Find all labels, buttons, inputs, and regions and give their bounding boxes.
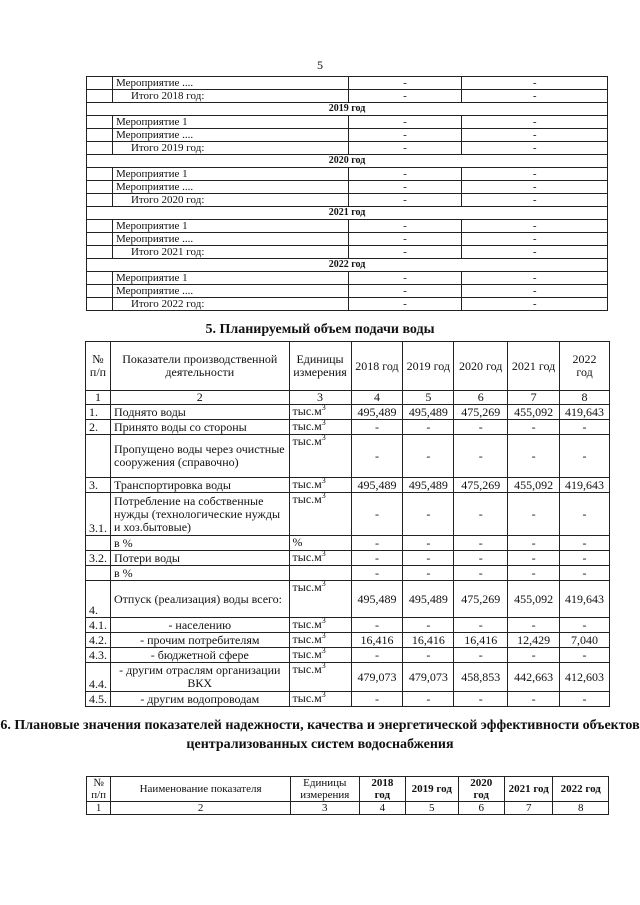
unit-text: тыс.м <box>292 477 322 491</box>
value-cell: - <box>351 493 403 536</box>
unit-text: тыс.м <box>292 404 322 418</box>
table-row <box>87 285 608 298</box>
row-number: 1. <box>86 405 111 420</box>
table-row <box>87 129 608 142</box>
value-cell: - <box>454 536 508 551</box>
year-row <box>87 259 608 272</box>
unit-cell <box>289 551 351 566</box>
unit-text: тыс.м <box>292 550 322 564</box>
column-number: 3 <box>290 802 359 815</box>
column-number: 5 <box>406 802 459 815</box>
value-cell: - <box>403 551 454 566</box>
activity-name: Итого 2018 год: <box>112 90 348 103</box>
value-cell: 16,416 <box>403 633 454 648</box>
table-row <box>86 478 610 493</box>
empty-cell <box>87 90 113 103</box>
unit-exponent: 3 <box>321 476 326 485</box>
empty-cell <box>87 233 113 246</box>
activity-name: Мероприятие .... <box>112 181 348 194</box>
value-cell: - <box>462 129 608 142</box>
value-cell: - <box>508 435 560 478</box>
empty-cell <box>87 194 113 207</box>
value-cell: - <box>403 536 454 551</box>
year-row <box>87 207 608 220</box>
unit-text: тыс.м <box>292 580 322 594</box>
activity-name: Мероприятие 1 <box>112 168 348 181</box>
value-cell: - <box>348 181 462 194</box>
empty-cell <box>87 116 113 129</box>
header-cell: № п/п <box>87 777 111 802</box>
value-cell: - <box>454 692 508 707</box>
table-row <box>86 420 610 435</box>
value-cell: - <box>508 493 560 536</box>
value-cell: - <box>560 493 610 536</box>
activity-name: Мероприятие 1 <box>112 272 348 285</box>
value-cell: - <box>351 692 403 707</box>
value-cell: - <box>462 272 608 285</box>
value-cell: 419,643 <box>560 581 610 618</box>
table-row <box>86 633 610 648</box>
indicator-name: Пропущено воды через очистные сооружения (справочно) <box>111 435 290 478</box>
column-number-row <box>86 391 610 405</box>
header-cell: № п/п <box>86 342 111 391</box>
water-supply-volume-table <box>85 341 610 707</box>
value-cell: - <box>351 551 403 566</box>
table-row <box>86 405 610 420</box>
unit-exponent: 3 <box>321 616 326 625</box>
indicator-name: Потребление на собственные нужды (технологические нужды и хоз.бытовые) <box>111 493 290 536</box>
row-number <box>86 536 111 551</box>
value-cell: - <box>462 298 608 311</box>
activity-name: Мероприятие .... <box>112 285 348 298</box>
table-row <box>87 220 608 233</box>
value-cell: - <box>351 618 403 633</box>
value-cell: - <box>403 692 454 707</box>
year-label: 2020 год <box>87 155 608 168</box>
value-cell: 458,853 <box>454 663 508 692</box>
unit-exponent: 3 <box>321 646 326 655</box>
row-number: 3.2. <box>86 551 111 566</box>
unit-text: тыс.м <box>292 617 322 631</box>
table-row <box>86 435 610 478</box>
year-row <box>87 155 608 168</box>
value-cell: - <box>560 536 610 551</box>
unit-text: тыс.м <box>292 647 322 661</box>
value-cell: - <box>348 246 462 259</box>
table-header-row <box>87 777 609 802</box>
unit-cell <box>289 478 351 493</box>
header-cell: Единицы измерения <box>289 342 351 391</box>
indicator-name: Потери воды <box>111 551 290 566</box>
empty-cell <box>87 298 113 311</box>
unit-text: % <box>292 535 303 549</box>
value-cell: - <box>348 142 462 155</box>
value-cell: - <box>462 285 608 298</box>
value-cell: - <box>508 536 560 551</box>
row-number: 3. <box>86 478 111 493</box>
unit-cell <box>289 618 351 633</box>
column-number: 7 <box>504 802 552 815</box>
value-cell: 495,489 <box>403 581 454 618</box>
header-cell: 2021 год <box>508 342 560 391</box>
row-number: 4.5. <box>86 692 111 707</box>
value-cell: - <box>348 272 462 285</box>
value-cell: 455,092 <box>508 581 560 618</box>
value-cell: 479,073 <box>403 663 454 692</box>
value-cell: - <box>454 648 508 663</box>
value-cell: - <box>508 618 560 633</box>
value-cell: - <box>348 285 462 298</box>
unit-exponent: 3 <box>321 403 326 412</box>
value-cell: - <box>560 618 610 633</box>
value-cell: - <box>462 181 608 194</box>
indicator-name: в % <box>111 536 290 551</box>
indicator-name: Принято воды со стороны <box>111 420 290 435</box>
column-number: 7 <box>508 391 560 405</box>
value-cell: - <box>508 420 560 435</box>
table-row <box>87 77 608 90</box>
column-number: 6 <box>454 391 508 405</box>
column-number-row <box>87 802 609 815</box>
value-cell: - <box>348 233 462 246</box>
indicator-name: - бюджетной сфере <box>111 648 290 663</box>
value-cell: - <box>348 129 462 142</box>
unit-text: тыс.м <box>292 662 322 676</box>
value-cell: - <box>348 116 462 129</box>
section5-title: 5. Планируемый объем подачи воды <box>205 322 435 337</box>
column-number: 4 <box>359 802 405 815</box>
value-cell: - <box>351 648 403 663</box>
value-cell: 455,092 <box>508 405 560 420</box>
row-number: 4.2. <box>86 633 111 648</box>
column-number: 1 <box>87 802 111 815</box>
unit-exponent: 3 <box>321 549 326 558</box>
value-cell: - <box>560 420 610 435</box>
header-cell: 2019 год <box>403 342 454 391</box>
unit-cell <box>289 648 351 663</box>
indicator-name: Поднято воды <box>111 405 290 420</box>
value-cell: 495,489 <box>351 405 403 420</box>
table-row <box>87 246 608 259</box>
header-cell: 2022 год <box>560 342 610 391</box>
table-row <box>87 142 608 155</box>
section6-title: 6. Плановые значения показателей надежности, качества и энергетической эффективности объектов централизованных систем водоснабжения <box>0 718 640 752</box>
table-row <box>87 168 608 181</box>
value-cell: - <box>560 692 610 707</box>
value-cell: - <box>348 90 462 103</box>
column-number: 4 <box>351 391 403 405</box>
unit-cell <box>289 405 351 420</box>
value-cell: - <box>351 435 403 478</box>
unit-exponent: 3 <box>321 491 326 500</box>
activity-name: Мероприятие .... <box>112 233 348 246</box>
unit-cell <box>289 633 351 648</box>
value-cell: - <box>508 551 560 566</box>
table-row <box>87 90 608 103</box>
activity-name: Мероприятие .... <box>112 129 348 142</box>
header-cell: Показатели производственной деятельности <box>111 342 290 391</box>
table-row <box>86 536 610 551</box>
table-row <box>87 194 608 207</box>
empty-cell <box>87 142 113 155</box>
table-row <box>87 272 608 285</box>
column-number: 2 <box>111 391 290 405</box>
unit-cell <box>289 663 351 692</box>
empty-cell <box>87 129 113 142</box>
value-cell: 479,073 <box>351 663 403 692</box>
indicator-name: - прочим потребителям <box>111 633 290 648</box>
value-cell: - <box>462 168 608 181</box>
row-number <box>86 566 111 581</box>
column-number: 1 <box>86 391 111 405</box>
header-cell: 2022 год <box>553 777 609 802</box>
value-cell: - <box>560 648 610 663</box>
empty-cell <box>87 168 113 181</box>
value-cell: - <box>454 618 508 633</box>
row-number: 3.1. <box>86 493 111 536</box>
value-cell: - <box>508 566 560 581</box>
unit-cell <box>289 692 351 707</box>
unit-text: тыс.м <box>292 691 322 705</box>
unit-exponent: 3 <box>321 661 326 670</box>
value-cell: 16,416 <box>351 633 403 648</box>
value-cell: - <box>403 648 454 663</box>
unit-exponent: 3 <box>321 690 326 699</box>
empty-cell <box>87 220 113 233</box>
table-row <box>86 493 610 536</box>
plan-activities-table <box>86 76 608 311</box>
indicator-name: - другим отраслям организации ВКХ <box>111 663 290 692</box>
value-cell: 475,269 <box>454 581 508 618</box>
value-cell: - <box>403 618 454 633</box>
value-cell: 412,603 <box>560 663 610 692</box>
indicator-name: - населению <box>111 618 290 633</box>
table-row <box>86 663 610 692</box>
value-cell: - <box>348 194 462 207</box>
reliability-indicators-table <box>86 776 609 815</box>
unit-text: тыс.м <box>292 632 322 646</box>
empty-cell <box>87 285 113 298</box>
unit-cell <box>289 536 351 551</box>
unit-exponent: 3 <box>321 579 326 588</box>
header-cell: 2019 год <box>406 777 459 802</box>
header-cell: Единицы измерения <box>290 777 359 802</box>
unit-cell <box>289 435 351 478</box>
table-row <box>86 551 610 566</box>
activity-name: Итого 2020 год: <box>112 194 348 207</box>
row-number: 4.1. <box>86 618 111 633</box>
header-cell: 2021 год <box>504 777 552 802</box>
row-number <box>86 435 111 478</box>
row-number: 4.4. <box>86 663 111 692</box>
value-cell: 475,269 <box>454 405 508 420</box>
unit-cell <box>289 493 351 536</box>
indicator-name: Транспортировка воды <box>111 478 290 493</box>
activity-name: Итого 2019 год: <box>112 142 348 155</box>
value-cell: - <box>403 420 454 435</box>
value-cell: 475,269 <box>454 478 508 493</box>
activity-name: Мероприятие .... <box>112 77 348 90</box>
value-cell: - <box>462 194 608 207</box>
empty-cell <box>87 181 113 194</box>
value-cell: - <box>560 551 610 566</box>
row-number: 2. <box>86 420 111 435</box>
column-number: 8 <box>560 391 610 405</box>
value-cell: 495,489 <box>351 581 403 618</box>
header-cell: 2018 год <box>359 777 405 802</box>
table-row <box>87 116 608 129</box>
indicator-name: - другим водопроводам <box>111 692 290 707</box>
value-cell: 455,092 <box>508 478 560 493</box>
unit-text: тыс.м <box>292 492 322 506</box>
value-cell: - <box>454 493 508 536</box>
activity-name: Мероприятие 1 <box>112 220 348 233</box>
table-row <box>86 618 610 633</box>
header-cell: 2020 год <box>454 342 508 391</box>
value-cell: - <box>403 493 454 536</box>
value-cell: - <box>462 90 608 103</box>
value-cell: - <box>454 551 508 566</box>
year-label: 2022 год <box>87 259 608 272</box>
empty-cell <box>87 246 113 259</box>
value-cell: - <box>348 298 462 311</box>
value-cell: 495,489 <box>403 405 454 420</box>
value-cell: - <box>462 233 608 246</box>
column-number: 3 <box>289 391 351 405</box>
value-cell: - <box>403 435 454 478</box>
value-cell: - <box>403 566 454 581</box>
value-cell: - <box>348 168 462 181</box>
table-row <box>87 181 608 194</box>
value-cell: - <box>351 420 403 435</box>
value-cell: - <box>351 566 403 581</box>
value-cell: 419,643 <box>560 405 610 420</box>
activity-name: Мероприятие 1 <box>112 116 348 129</box>
unit-exponent: 3 <box>321 433 326 442</box>
header-cell: 2020 год <box>458 777 504 802</box>
header-cell: 2018 год <box>351 342 403 391</box>
table-row <box>86 566 610 581</box>
page-number: 5 <box>317 58 323 72</box>
value-cell: - <box>560 435 610 478</box>
value-cell: 442,663 <box>508 663 560 692</box>
unit-text: тыс.м <box>292 434 322 448</box>
year-label: 2021 год <box>87 207 608 220</box>
unit-cell <box>289 581 351 618</box>
table-row <box>86 692 610 707</box>
column-number: 6 <box>458 802 504 815</box>
empty-cell <box>87 77 113 90</box>
value-cell: - <box>560 566 610 581</box>
header-cell: Наименование показателя <box>111 777 291 802</box>
value-cell: 7,040 <box>560 633 610 648</box>
value-cell: - <box>348 77 462 90</box>
unit-exponent: 3 <box>321 631 326 640</box>
value-cell: - <box>454 566 508 581</box>
year-label: 2019 год <box>87 103 608 116</box>
table-row <box>87 298 608 311</box>
value-cell: - <box>462 77 608 90</box>
unit-exponent: 3 <box>321 418 326 427</box>
indicator-name: Отпуск (реализация) воды всего: <box>111 581 290 618</box>
activity-name: Итого 2021 год: <box>112 246 348 259</box>
value-cell: - <box>462 220 608 233</box>
column-number: 5 <box>403 391 454 405</box>
value-cell: - <box>348 220 462 233</box>
value-cell: 495,489 <box>351 478 403 493</box>
empty-cell <box>87 272 113 285</box>
column-number: 8 <box>553 802 609 815</box>
table-row <box>86 648 610 663</box>
row-number: 4.3. <box>86 648 111 663</box>
table-row <box>87 233 608 246</box>
value-cell: 495,489 <box>403 478 454 493</box>
value-cell: 419,643 <box>560 478 610 493</box>
unit-cell <box>289 566 351 581</box>
value-cell: - <box>462 142 608 155</box>
table-row <box>86 581 610 618</box>
row-number: 4. <box>86 581 111 618</box>
value-cell: 16,416 <box>454 633 508 648</box>
indicator-name: в % <box>111 566 290 581</box>
value-cell: 12,429 <box>508 633 560 648</box>
unit-text: тыс.м <box>292 419 322 433</box>
value-cell: - <box>454 435 508 478</box>
unit-cell <box>289 420 351 435</box>
value-cell: - <box>508 648 560 663</box>
value-cell: - <box>454 420 508 435</box>
table-header-row <box>86 342 610 391</box>
value-cell: - <box>462 116 608 129</box>
value-cell: - <box>351 536 403 551</box>
activity-name: Итого 2022 год: <box>112 298 348 311</box>
value-cell: - <box>462 246 608 259</box>
value-cell: - <box>508 692 560 707</box>
column-number: 2 <box>111 802 291 815</box>
year-row <box>87 103 608 116</box>
